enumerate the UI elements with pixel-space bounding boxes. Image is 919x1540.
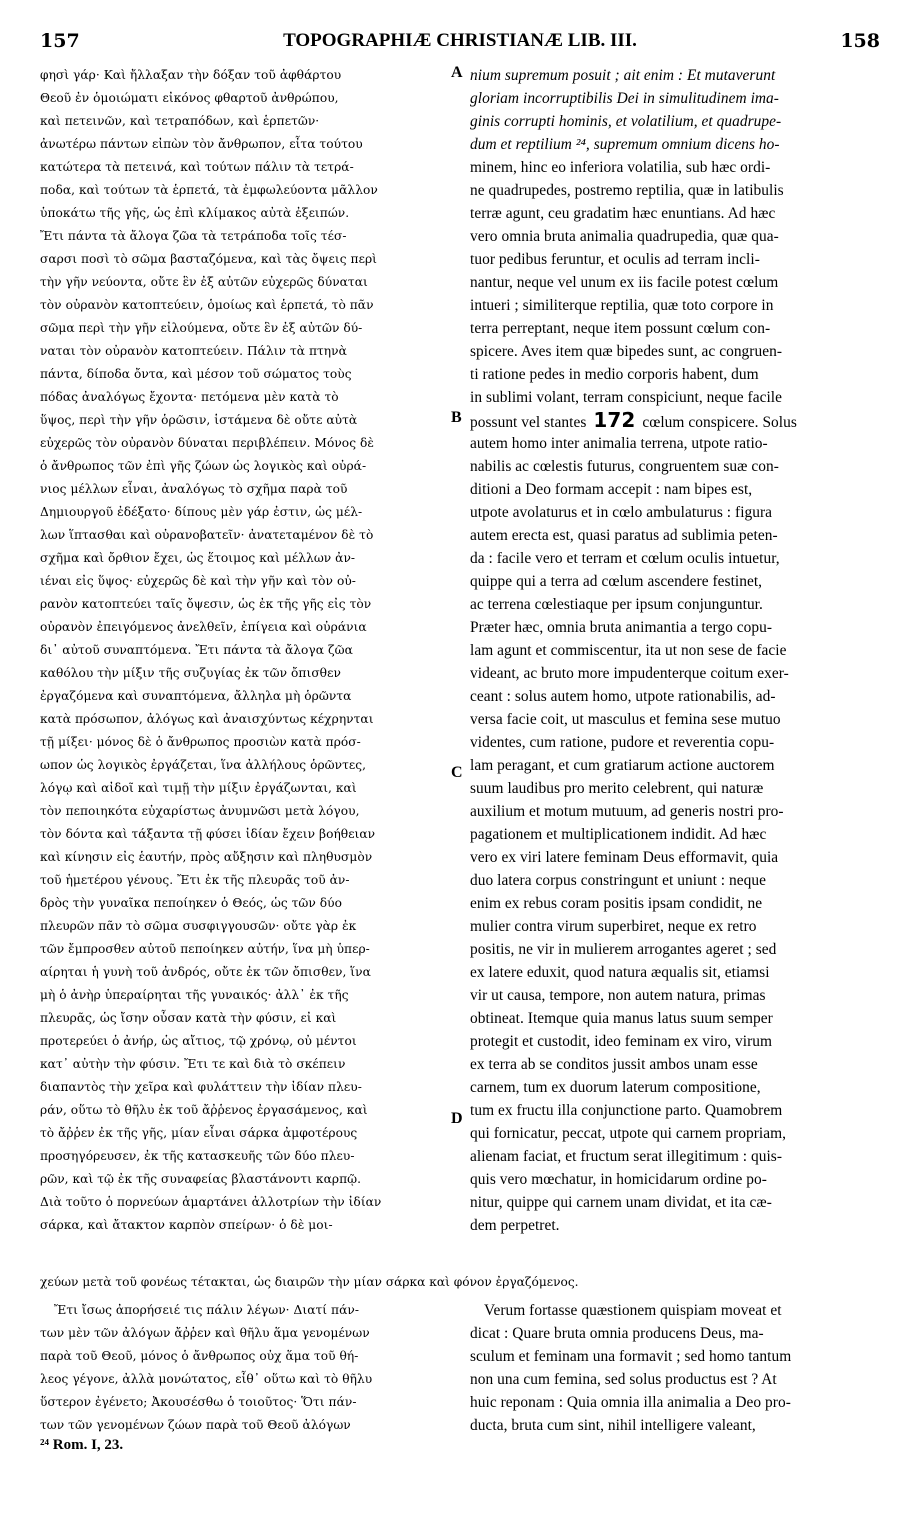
text-line: vero ex viri latere feminam Deus efformavit, quia <box>470 849 779 866</box>
text-line: αίρηται ἡ γυνὴ τοῦ ἀνδρός, οὔτε ἐκ τῶν ὄπισθεν, ἵνα <box>40 965 371 979</box>
text-line: οὐρανὸν ἐπειγόμενος ἀνελθεῖν, ἐπίγεια καὶ οὐράνια <box>40 620 367 634</box>
text-line: πάντα, δίποδα ὄντα, καὶ μέσον τοῦ σώματος τοὺς <box>40 367 352 381</box>
footnote: ²⁴ Rom. I, 23. <box>40 1437 124 1453</box>
text-line: παρὰ τοῦ Θεοῦ, μόνος ὁ ἄνθρωπος οὐχ ἅμα τοῦ θή- <box>40 1349 359 1363</box>
text-line: φησὶ γάρ· Καὶ ἤλλαξαν τὴν δόξαν τοῦ ἀφθάρτου <box>40 68 342 82</box>
text-line: καὶ πετεινῶν, καὶ τετραπόδων, καὶ ἑρπετῶν· <box>40 114 320 128</box>
text-line: spicere. Aves item quæ bipedes sunt, ac congruen- <box>470 343 783 360</box>
text-line: Θεοῦ ἐν ὁμοιώματι εἰκόνος φθαρτοῦ ἀνθρώπου, <box>40 91 339 105</box>
text-line: vir ut causa, tempore, non autem natura, primas <box>470 987 766 1004</box>
text-line: quippe qui a terra ad cœlum ascendere festinet, <box>470 573 763 590</box>
text-line: ὑποκάτω τῆς γῆς, ὡς ἐπὶ κλίμακος αὐτὰ ἐξειπών. <box>40 206 350 220</box>
text-line: alienam faciat, et fructum serat illegitimum : quis- <box>470 1148 783 1165</box>
text-line: gloriam incorruptibilis Dei in simulitudinem ima- <box>470 90 779 107</box>
text-line: utpote avolaturus et in cœlo ambulaturus : figura <box>470 504 773 521</box>
text-line: ὕψος, περὶ τὴν γῆν ὁρῶσιν, ἱστάμενα δὲ οὔτε αὐτὰ <box>40 413 358 427</box>
latin-text-column-2 <box>470 1299 882 1437</box>
text-line: terra perreptant, neque item possunt cœlum con- <box>470 320 771 337</box>
text-line: ὁ ἄνθρωπος τῶν ἐπὶ γῆς ζώων ὡς λογικὸς καὶ οὐρά- <box>40 459 367 473</box>
text-line: νιος μέλλων εἶναι, ἀναλόγως τὸ σχῆμα παρὰ τοῦ <box>40 482 348 496</box>
text-line: autem homo inter animalia terrena, utpote ratio- <box>470 435 768 452</box>
text-line: τοῦ ἡμετέρου γένους. Ἔτι ἐκ τῆς πλευρᾶς τοῦ ἀν- <box>40 873 350 887</box>
text-line: τὸν δόντα καὶ τάξαντα τῇ φύσει ἰδίαν ἔχειν βοήθειαν <box>40 827 376 841</box>
section-marker-a: A <box>451 64 463 81</box>
text-line: duo latera corpus constringunt et uniunt : neque <box>470 872 767 889</box>
text-line: λων ἵπτασθαι καὶ οὐρανοβατεῖν· ἀνατεταμένον δὲ τὸ <box>40 528 374 542</box>
text-line: κατώτερα τὰ πετεινά, καὶ τούτων πάλιν τὰ τετρά- <box>40 160 354 174</box>
text-line: possunt vel stantes 172 cœlum conspicere. Solus <box>470 409 797 432</box>
text-line: suum laudibus pro merito celebrent, qui naturæ <box>470 780 764 797</box>
section-marker-d: D <box>451 1110 463 1127</box>
text-line: των μὲν τῶν ἀλόγων ἄῤῥεν καὶ θῆλυ ἅμα γενομένων <box>40 1326 370 1340</box>
text-line: autem erecta est, quasi paratus ad sublimia peten- <box>470 527 778 544</box>
text-line: καθόλου τὴν μίξιν τῆς συζυγίας ἐκ τῶν ὄπισθεν <box>40 666 341 680</box>
text-line: ti ratione pedes in medio corporis habent, dum <box>470 366 759 383</box>
text-line: non una cum femina, sed solus productus est ? At <box>470 1371 777 1388</box>
text-line: carnem, tum ex duorum laterum compositione, <box>470 1079 761 1096</box>
text-line: ceant : solus autem homo, utpote rationabilis, ad- <box>470 688 776 705</box>
page-header <box>40 30 880 58</box>
text-line: ἀνωτέρω πάντων εἰπὼν τὸν ἄνθρωπον, εἶτα τούτου <box>40 137 363 151</box>
text-line: obtineat. Itemque quia manus latus suum semper <box>470 1010 773 1027</box>
text-line: ωπον ὡς λογικὸς ἐργάζεται, ἵνα ἀλλήλους ὁρῶντες, <box>40 758 367 772</box>
text-line: τὴν γῆν νεύοντα, οὔτε ἓν ἐξ αὐτῶν εὐχερῶς δύναται <box>40 275 368 289</box>
text-line: τὸν οὐρανὸν κατοπτεύειν, ὁμοίως καὶ ἑρπετά, τὸ πᾶν <box>40 298 374 312</box>
text-line: των τῶν γενομένων ζώων παρὰ τοῦ Θεοῦ ἀλόγων <box>40 1418 351 1432</box>
text-line: tum ex fructu illa conjunctione parto. Quamobrem <box>470 1102 783 1119</box>
text-line: protegit et custodit, ideo feminam ex viro, virum <box>470 1033 773 1050</box>
text-line: κατ᾽ αὐτὴν τὴν φύσιν. Ἔτι τε καὶ διὰ τὸ σκέπειν <box>40 1057 346 1071</box>
text-line: τὸ ἄῤῥεν ἐκ τῆς γῆς, μίαν εἶναι σάρκα ἀμφοτέρους <box>40 1126 358 1140</box>
text-line: λόγῳ καὶ αἰδοῖ καὶ τιμῇ τὴν μίξιν ἐργάζωνται, καὶ <box>40 781 357 795</box>
text-line: ράν, οὕτω τὸ θῆλυ ἐκ τοῦ ἄῤῥενος ἐργασάμενος, καὶ <box>40 1103 368 1117</box>
text-line: δρὸς τὴν γυναῖκα πεποίηκεν ὁ Θεός, ὡς τῶν δύο <box>40 896 343 910</box>
text-line: Ἔτι πάντα τὰ ἄλογα ζῶα τὰ τετράποδα τοῖς τέσ- <box>40 229 347 243</box>
text-line: πλευρᾶς, ὡς ἴσην οὖσαν κατὰ τὴν φύσιν, εἰ καὶ <box>40 1011 337 1025</box>
text-line: videntes, cum ratione, pudore et reverentia copu- <box>470 734 775 751</box>
text-line: nantur, neque vel unum ex iis facile potest cœlum <box>470 274 779 291</box>
text-line: ἐργαζόμενα καὶ συναπτόμενα, ἄλληλα μὴ ὁρῶντα <box>40 689 352 703</box>
text-line: qui fornicatur, peccat, utpote qui carnem propriam, <box>470 1125 787 1142</box>
text-line: Verum fortasse quæstionem quispiam moveat et <box>484 1302 782 1319</box>
text-line: διαπαντὸς τὴν χεῖρα καὶ φυλάττειν τὴν ἰδίαν πλευ- <box>40 1080 362 1094</box>
text-line: dicat : Quare bruta omnia producens Deus, ma- <box>470 1325 764 1342</box>
text-line: da : facile vero et terram et cœlum oculis intuetur, <box>470 550 780 567</box>
text-line: enim ex rebus coram positis ipsam condidit, ne <box>470 895 763 912</box>
text-line: videant, ac bruto more impudenterque coitum exer- <box>470 665 789 682</box>
page-number-left: 157 <box>40 30 80 52</box>
text-line: ὕστερον ἐγένετο; Ἀκουσέσθω ὁ τοιοῦτος· Ὅτι πάν- <box>40 1395 357 1409</box>
text-line: vero omnia bruta animalia quadrupedia, quæ qua- <box>470 228 779 245</box>
text-line: πλευρῶν πᾶν τὸ σῶμα συσφιγγουσῶν· οὔτε γὰρ ἐκ <box>40 919 357 933</box>
text-line: pagationem et multiplicationem indidit. Ad hæc <box>470 826 767 843</box>
text-line: ex terra ab se conditos jussit ambos unam esse <box>470 1056 758 1073</box>
text-line: Ἔτι ἴσως ἀπορήσειέ τις πάλιν λέγων· Διατί πάν- <box>54 1303 359 1317</box>
text-line: προτερεύει ὁ ἀνήρ, ὡς αἴτιος, τῷ χρόνῳ, οὐ μέντοι <box>40 1034 357 1048</box>
text-line: ginis corrupti hominis, et volatilium, et quadrupe- <box>470 113 782 130</box>
text-line: καὶ κίνησιν εἰς ἑαυτήν, πρὸς αὔξησιν καὶ πληθυσμὸν <box>40 850 373 864</box>
greek-text-column <box>40 64 448 1237</box>
text-line: nitur, quippe qui carnem unam dividat, et ita cæ- <box>470 1194 772 1211</box>
text-line: σάρκα, καὶ ἄτακτον καρπὸν σπείρων· ὁ δὲ μοι- <box>40 1218 333 1232</box>
text-line: huic reponam : Quia omnia illa animalia a Deo pro- <box>470 1394 791 1411</box>
text-line: πόδας ἀναλόγως ἔχοντα· πετόμενα μὲν κατὰ τὸ <box>40 390 339 404</box>
text-line: τῶν ἔμπροσθεν αὐτοῦ πεποίηκεν αὐτήν, ἵνα μὴ ὑπερ- <box>40 942 370 956</box>
text-line: intueri ; similiterque reptilia, quæ toto corpore in <box>470 297 774 314</box>
text-line: ρῶν, καὶ τῷ ἐκ τῆς συναφείας βλαστάνοντι καρπῷ. <box>40 1172 362 1186</box>
text-line: σαρσι ποσὶ τὸ σῶμα βασταζόμενα, καὶ τὰς ὄψεις περὶ <box>40 252 378 266</box>
text-line: dum et reptilium ²⁴, supremum omnium dicens ho- <box>470 136 780 153</box>
text-line: Δημιουργοῦ ἐδέξατο· δίπους μὲν γάρ ἐστιν, ὡς μέλ- <box>40 505 363 519</box>
text-line: ducta, bruta cum sint, nihil intelligere valeant, <box>470 1417 756 1434</box>
text-line: ditioni a Deo formam accepit : nam bipes est, <box>470 481 753 498</box>
text-line: ποδα, καὶ τούτων τὰ ἑρπετά, τὰ ἐμφωλεύοντα μᾶλλον <box>40 183 378 197</box>
text-line: terræ agunt, ceu gradatim hæc enuntians. Ad hæc <box>470 205 776 222</box>
text-line: τῇ μίξει· μόνος δὲ ὁ ἄνθρωπος προσιὼν κατὰ πρόσ- <box>40 735 361 749</box>
text-line: ex latere eduxit, quod natura æqualis sit, etiamsi <box>470 964 770 981</box>
text-line: τὸν πεποιηκότα εὐχαρίστως ἀνυμνῶσι μετὰ λόγου, <box>40 804 360 818</box>
text-line: dem perpetret. <box>470 1217 560 1234</box>
greek-text-column-2 <box>40 1299 448 1437</box>
text-line: minem, hinc eo inferiora volatilia, sub hæc ordi- <box>470 159 771 176</box>
text-line: εὐχερῶς τὸν οὐρανὸν δύναται περιβλέπειν. Μόνος δὲ <box>40 436 374 450</box>
text-line: Præter hæc, omnia bruta animantia a tergo copu- <box>470 619 773 636</box>
text-line: σῶμα περὶ τὴν γῆν εἰλούμενα, οὔτε ἓν ἐξ αὐτῶν δύ- <box>40 321 363 335</box>
text-line: positis, ne vir in mulierem arrogantes ageret ; sed <box>470 941 777 958</box>
text-line: tuor pedibus feruntur, et oculis ad terram incli- <box>470 251 760 268</box>
text-line: ιέναι εἰς ὕψος· εὐχερῶς δὲ καὶ τὴν γῆν καὶ τὸν οὐ- <box>40 574 356 588</box>
section-marker-b: B <box>451 409 462 426</box>
text-line: quis vero mœchatur, in homicidarum ordine po- <box>470 1171 767 1188</box>
text-line: Διὰ τοῦτο ὁ πορνεύων ἁμαρτάνει ἀλλοτρίων τὴν ἰδίαν <box>40 1195 382 1209</box>
text-line: in sublimi volant, terram conspiciunt, neque facile <box>470 389 782 406</box>
page-number-right: 158 <box>840 30 880 52</box>
text-line: δι᾽ αὐτοῦ συναπτόμενα. Ἔτι πάντα τὰ ἄλογα ζῶα <box>40 643 353 657</box>
text-line: nabilis ac cœlestis futurus, congruentem suæ con- <box>470 458 779 475</box>
text-line: ac terrena cœlestiaque per ipsum conjunguntur. <box>470 596 763 613</box>
text-line: lam peragant, et cum gratiarum actione auctorem <box>470 757 775 774</box>
text-line: mulier contra virum superbiret, neque ex retro <box>470 918 757 935</box>
text-line: lam agunt et commiscentur, ita ut non sese de facie <box>470 642 787 659</box>
running-title: TOPOGRAPHIÆ CHRISTIANÆ LIB. III. <box>283 30 637 51</box>
text-line: μὴ ὁ ἀνὴρ ὑπεραίρηται τῆς γυναικός· ἀλλ᾽ ἐκ τῆς <box>40 988 349 1002</box>
text-line: κατὰ πρόσωπον, ἀλόγως καὶ ἀναισχύντως κέχρηνται <box>40 712 374 726</box>
text-line: λεος γέγονε, ἀλλὰ μονώτατος, εἶθ᾽ οὕτω καὶ τὸ θῆλυ <box>40 1372 373 1386</box>
inline-page-number: 172 <box>586 409 643 432</box>
greek-full-width-line: χεύων μετὰ τοῦ φονέως τέτακται, ὡς διαιρῶν τὴν μίαν σάρκα καὶ φόνον ἐργαζόμενος. <box>40 1275 579 1289</box>
text-line: σχῆμα καὶ ὄρθιον ἔχει, ὡς ἕτοιμος καὶ μέλλων ἀν- <box>40 551 356 565</box>
section-marker-c: C <box>451 764 463 781</box>
text-line: ναται τὸν οὐρανὸν κατοπτεύειν. Πάλιν τὰ πτηνὰ <box>40 344 347 358</box>
text-line: versa facie coit, ut masculus et femina sese mutuo <box>470 711 781 728</box>
text-line: ρανὸν κατοπτεύει ταῖς ὄψεσιν, ὡς ἐκ τῆς γῆς εἰς τὸν <box>40 597 372 611</box>
text-line: προσηγόρευσεν, ἐκ τῆς κατασκευῆς τῶν δύο πλευ- <box>40 1149 355 1163</box>
text-line: nium supremum posuit ; ait enim : Et mutaverunt <box>470 67 776 84</box>
text-line: auxilium et motum mutuum, ad generis nostri pro- <box>470 803 784 820</box>
text-line: ne quadrupedes, postremo reptilia, quæ in latibulis <box>470 182 784 199</box>
latin-text-column <box>470 64 882 1237</box>
text-line: sculum et feminam una formavit ; sed homo tantum <box>470 1348 792 1365</box>
